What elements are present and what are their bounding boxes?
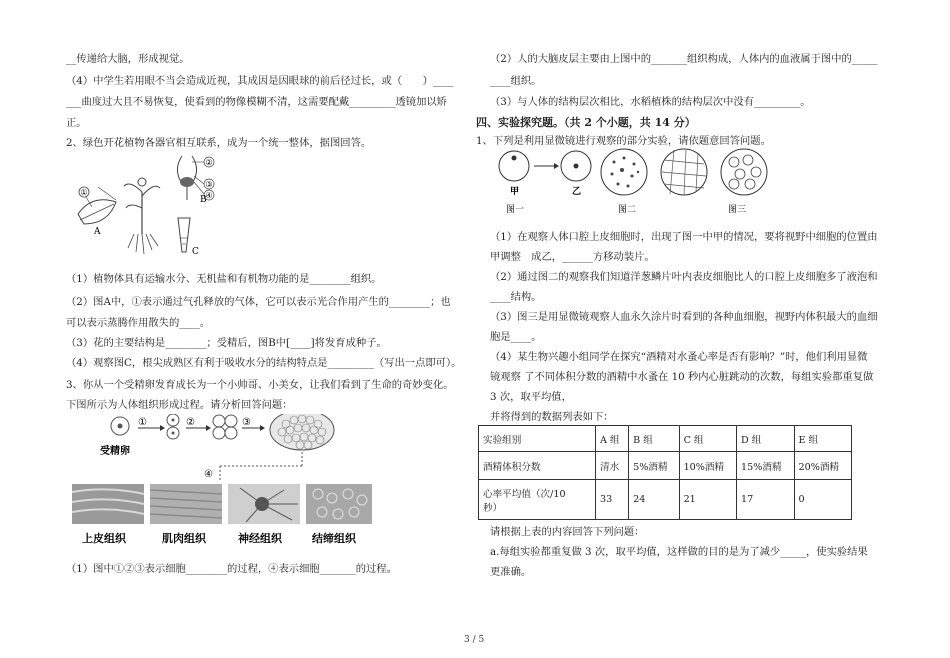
text-line: ____结构。 (490, 291, 542, 303)
table-cell: D 组 (737, 426, 794, 452)
text-line: （2）图A中，①表示通过气孔释放的气体，它可以表示光合作用产生的________；也 (66, 296, 451, 308)
fertilized-egg-label: 受精卵 (100, 446, 130, 457)
fig-label-A: A (94, 227, 101, 237)
text-line: 1、下列是利用显微镜进行观察的部分实验，请依题意回答问题。 (476, 135, 771, 147)
row-label-line-2: 秒） (483, 502, 503, 514)
text-line: （1）图中①②③表示细胞________的过程，④表示细胞_______的过程。 (66, 563, 397, 575)
fig-label-1: ① (80, 188, 88, 197)
text-line: （2）人的大脑皮层主要由上图中的_______组织构成，人体内的血液属于图中的_____ (490, 53, 878, 65)
text-line: （4）中学生若用眼不当会造成近视，其成因是因眼球的前后径过长，或（ ）____ (66, 75, 454, 87)
table-cell: 清水 (596, 452, 629, 480)
figure-three-caption: 图三 (728, 205, 747, 215)
text-line: 并将得到的数据列表如下： (490, 411, 614, 423)
text-line: 3 次，取平均值， (490, 391, 572, 403)
table-cell: 10%酒精 (679, 452, 736, 480)
text-line: 甲调整 成乙，______方移动装片。 (490, 251, 655, 263)
label-jia: 甲 (510, 187, 520, 197)
table-cell: A 组 (596, 426, 629, 452)
text-line: 请根据上表的内容回答下列问题： (490, 526, 645, 538)
text-line: 2、绿色开花植物各器官相互联系，成为一个统一整体，据图回答。 (66, 137, 372, 149)
text-line: __传递给大脑，形成视觉。 (66, 53, 190, 65)
fig-label-4: ④ (205, 191, 213, 200)
table-cell: 24 (629, 480, 679, 520)
fig-label-C: C (192, 247, 199, 257)
fig-label-B: B (200, 195, 207, 205)
label-yi: 乙 (572, 187, 582, 197)
table-header-row (479, 426, 852, 452)
text-line: （3）与人体的结构层次相比，水稻植株的结构层次中没有_________。 (490, 96, 811, 108)
page-number: 3 / 5 (464, 635, 485, 645)
microscope-figures (498, 148, 778, 220)
text-line: 3、你从一个受精卵发育成长为一个小帅哥、小美女，让我们看到了生命的奇妙变化。 (66, 379, 454, 391)
text-line: （1）植物体具有运输水分、无机盐和有机物功能的是________组织。 (66, 273, 382, 285)
text-line: （4）观察图C，根尖成熟区有利于吸收水分的结构特点是_________（写出一点即可）。 (66, 357, 462, 369)
table-cell: B 组 (629, 426, 679, 452)
table-cell: 17 (737, 480, 794, 520)
text-line: ____组织。 (490, 75, 542, 87)
table-cell (479, 480, 596, 520)
text-line: 镜观察 了不同体积分数的酒精中水蚤在 10 秒内心脏跳动的次数，每组实验都重复做 (490, 371, 874, 383)
text-line: 胞是____。 (490, 331, 542, 343)
fig-label-3: ③ (205, 180, 213, 189)
step-4: ④ (204, 469, 213, 480)
text-line: （1）在观察人体口腔上皮细胞时，出现了图一中甲的情况，要将视野中细胞的位置由 (490, 231, 878, 243)
text-line: （4）某生物兴趣小组同学在探究“酒精对水蚤心率是否有影响？”时，他们利用显微 (490, 351, 868, 363)
text-line: （3）花的主要结构是________；受精后，图B中[____]将发育成种子。 (66, 337, 387, 349)
data-table (478, 425, 852, 520)
table-cell: 20%酒精 (794, 452, 852, 480)
tissue-label-connective: 结缔组织 (312, 532, 356, 545)
fig-label-2: ② (205, 158, 213, 167)
text-line: ___曲度过大且不易恢复，使看到的物像模糊不清，这需要配戴_________透镜加以矫 (66, 96, 447, 108)
step-1: ① (138, 417, 147, 428)
text-line: 下图所示为人体组织形成过程。请分析回答问题： (66, 399, 293, 411)
table-cell: 酒精体积分数 (479, 452, 596, 480)
tissue-label-nerve: 神经组织 (238, 532, 282, 545)
row-label-line-1: 心率平均值（次/10 (483, 488, 566, 500)
text-line: 正。 (66, 117, 87, 129)
text-line: 可以表示蒸腾作用散失的____。 (66, 317, 211, 329)
tissue-formation-figure (70, 414, 375, 554)
table-cell: 33 (596, 480, 629, 520)
figure-one-caption: 图一 (506, 205, 525, 215)
figure-two-caption: 图二 (618, 205, 637, 215)
table-cell: E 组 (794, 426, 852, 452)
table-cell: C 组 (679, 426, 736, 452)
text-line: （3）图三是用显微镜观察人血永久涂片时看到的各种血细胞，视野内体积最大的血细 (490, 311, 878, 323)
tissue-label-epithelial: 上皮组织 (82, 532, 126, 545)
table-row (479, 480, 852, 520)
step-3: ③ (242, 417, 251, 428)
table-cell: 0 (794, 480, 852, 520)
table-cell: 21 (679, 480, 736, 520)
table-row (479, 452, 852, 480)
tissue-label-muscle: 肌肉组织 (162, 532, 206, 545)
step-2: ② (186, 417, 195, 428)
section-title: 四、实验探究题。（共 2 个小题，共 14 分） (476, 116, 696, 129)
plant-organs-figure (70, 152, 230, 260)
table-cell: 实验组别 (479, 426, 596, 452)
text-line: 更准确。 (490, 566, 532, 578)
table-cell: 15%酒精 (737, 452, 794, 480)
table-cell: 5%酒精 (629, 452, 679, 480)
text-line: a.每组实验都重复做 3 次，取平均值，这样做的目的是为了减少_____，使实验结果 (490, 546, 868, 558)
text-line: （2）通过图二的观察我们知道洋葱鳞片叶内表皮细胞比人的口腔上皮细胞多了液泡和 (490, 271, 878, 283)
